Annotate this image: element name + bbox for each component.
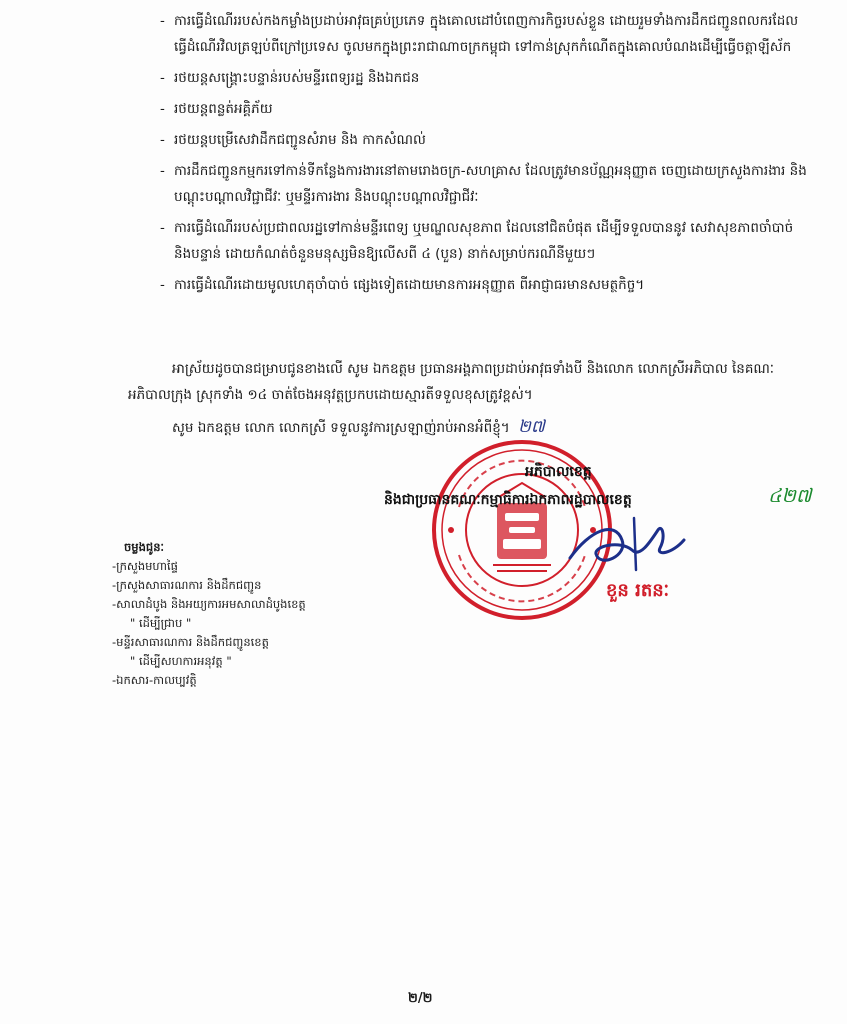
cc-item: -ឯកសារ-កាលប្បវត្តិ <box>112 673 197 687</box>
bullet-item: - ការធ្វើដំណើររបស់ប្រជាពលរដ្ឋទៅកាន់មន្ទីរពេទ្យ ឬមណ្ឌលសុខភាព ដែលនៅជិតបំផុត ដើម្បីទទួលបាននូវ សេវាសុខភាពចាំបាច់ និងបន្ទាន់ ដោយកំណត់ចំនួនមនុស្សមិនឱ្យលើសពី ៤ (បួន) នាក់សម្រាប់ករណីនីមួយៗ <box>160 215 810 267</box>
salutation-text: សូម ឯកឧត្តម លោក លោកស្រី ទទួលនូវការស្រឡាញ់រាប់អានអំពីខ្ញុំ។ <box>172 420 510 436</box>
bullet-item: - រថយន្តសង្គ្រោះបន្ទាន់របស់មន្ទីរពេទ្យរដ្ឋ និងឯកជន <box>160 65 810 91</box>
cc-note: " ដើម្បីសហការអនុវត្ត " <box>130 654 232 668</box>
bullet-item: - ការធ្វើដំណើរដោយមូលហេតុចាំបាច់ ផ្សេងទៀតដោយមានការអនុញ្ញាត ពីអាជ្ញាធរមានសមត្ថកិច្ច។ <box>160 272 810 298</box>
cc-item: -ក្រសួងមហាផ្ទៃ <box>112 559 178 573</box>
handwritten-note: ៤២៧ <box>768 485 812 507</box>
bullet-item: - ការដឹកជញ្ជូនកម្មករទៅកាន់ទីកន្លែងការងារនៅតាមរោងចក្រ-សហគ្រាស ដែលត្រូវមានប័ណ្ណអនុញ្ញាត ចេញដោយក្រសួងការងារ និងបណ្តុះបណ្តាលវិជ្ជាជីវៈ ឬមន្ទីរការងារ និងបណ្តុះបណ្តាលវិជ្ជាជីវៈ <box>160 158 810 210</box>
cc-item: -ក្រសួងសាធារណការ និងដឹកជញ្ជូន <box>112 578 262 592</box>
bullet-item: - ការធ្វើដំណើររបស់កងកម្លាំងប្រដាប់អាវុធគ្រប់ប្រភេទ ក្នុងគោលដៅបំពេញការកិច្ចរបស់ខ្លួន ដោយរួមទាំងការដឹកជញ្ជូនពលករដែលធ្វើដំណើរវិលត្រឡប់ពីក្រៅប្រទេស ចូលមកក្នុងព្រះរាជាណាចក្រកម្ពុជា ទៅកាន់ស្រុកកំណើតក្នុងគោលបំណងដើម្បីធ្វើចត្តាឡីស័ក <box>160 8 810 60</box>
cc-item: -សាលាដំបូង និងអយ្យការអមសាលាដំបូងខេត្ត <box>112 597 306 611</box>
page-number: ២/២ <box>408 991 433 1006</box>
cc-note: " ដើម្បីជ្រាប " <box>130 616 192 630</box>
signatory-name: ខួន រតនៈ <box>606 580 670 601</box>
handwritten-signature-icon <box>560 510 690 580</box>
cc-item: -មន្ទីរសាធារណការ និងដឹកជញ្ជូនខេត្ត <box>112 635 269 649</box>
closing-paragraph: អាស្រ័យដូចបានជម្រាបជូនខាងលើ សូម ឯកឧត្តម ប្រធានអង្គភាពប្រដាប់អាវុធទាំងបី និងលោក លោកស្រីអភិបាល នៃគណៈអភិបាលក្រុង ស្រុកទាំង ១៤ ចាត់ចែងអនុវត្តប្រកបដោយស្មារតីទទួលខុសត្រូវខ្ពស់។ <box>128 361 775 403</box>
signatory-title: អភិបាលខេត្ត <box>525 464 592 480</box>
cc-heading: ចម្លងជូនៈ <box>124 540 165 554</box>
cc-list <box>112 538 306 690</box>
bullet-item: - រថយន្តពន្លត់អគ្គិភ័យ <box>160 96 810 122</box>
bullet-list <box>160 8 810 303</box>
handwritten-date: ២៧ <box>517 417 545 437</box>
signatory-title-full: និងជាប្រធានគណៈកម្មាធិការឯកភាពរដ្ឋបាលខេត្ត <box>384 492 632 508</box>
bullet-item: - រថយន្តបម្រើសេវាដឹកជញ្ជូនសំរាម និង កាកសំណល់ <box>160 127 810 153</box>
